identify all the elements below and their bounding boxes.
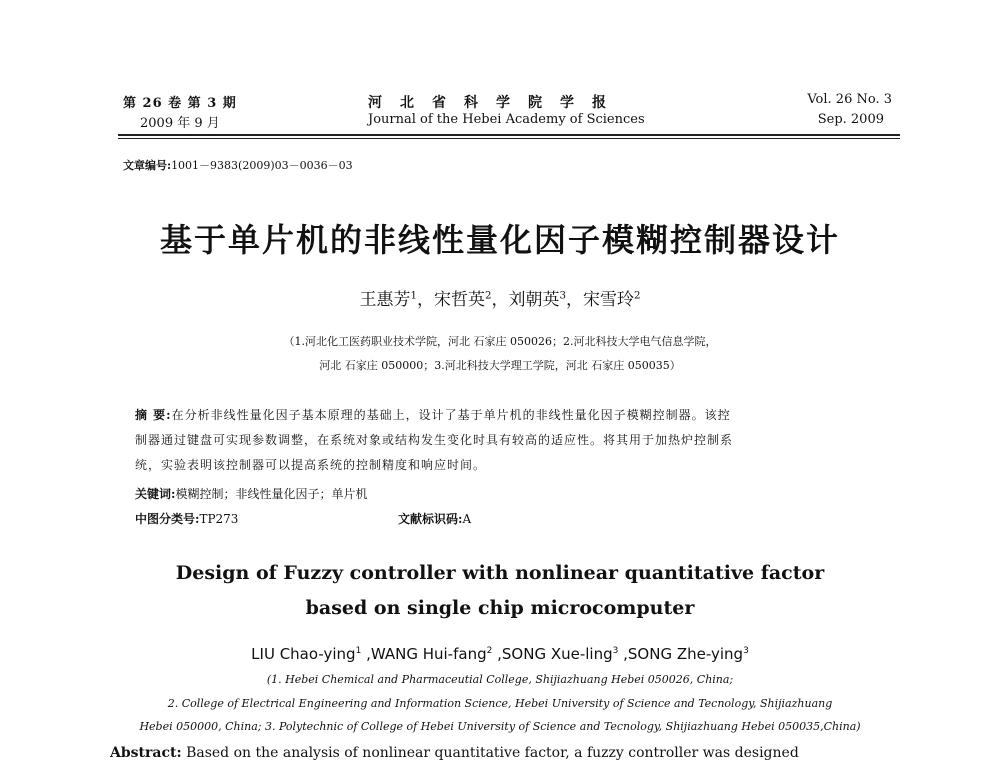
author-en-affiliation-marker: 2: [486, 646, 493, 656]
author-en-name: LIU Chao-ying: [251, 645, 356, 663]
abstract-cn: [135, 403, 875, 478]
author-en-affiliation-marker: 3: [743, 646, 749, 656]
affiliation-cn-line2: 河北 石家庄 050000；3.河北科技大学理工学院，河北 石家庄 050035）: [319, 359, 681, 372]
author-cn-name: 王惠芳: [359, 290, 411, 310]
author-cn-affiliation-marker: 3: [559, 290, 566, 302]
abstract-cn-line3: 统，实验表明该控制器可以提高系统的控制精度和响应时间。: [135, 458, 487, 472]
abstract-cn-text1: 在分析非线性量化因子基本原理的基础上，设计了基于单片机的非线性量化因子模糊控制器。该控: [171, 408, 731, 422]
author-en-name: WANG Hui-fang: [370, 645, 487, 663]
journal-name-cn: 河北省科学院学报: [368, 95, 624, 111]
author-cn-name: 宋哲英: [434, 290, 486, 310]
authors-en: [0, 645, 1000, 663]
header-rule-thin: [118, 138, 900, 139]
author-cn-affiliation-marker: 2: [485, 290, 492, 302]
volume-issue-en: Vol. 26 No. 3: [807, 92, 892, 107]
author-en-separator: ,: [492, 645, 502, 663]
date-cn: 2009 年 9 月: [140, 116, 220, 131]
author-cn-separator: ，: [565, 290, 583, 310]
author-en-separator: ,: [618, 645, 628, 663]
author-cn-separator: ，: [417, 290, 435, 310]
title-en-line1: Design of Fuzzy controller with nonlinear quantitative factor: [175, 562, 825, 584]
abstract-en-text: Based on the analysis of nonlinear quantitative factor, a fuzzy controller was designed: [186, 745, 799, 761]
abstract-cn-label: 摘 要:: [135, 408, 172, 422]
document-code-label: 文献标识码:: [398, 512, 463, 526]
title-en-line2: based on single chip microcomputer: [305, 597, 695, 619]
author-en-affiliation-marker: 3: [612, 646, 619, 656]
abstract-cn-line1: [135, 403, 875, 428]
abstract-cn-line2: 制器通过键盘可实现参数调整，在系统对象或结构发生变化时具有较高的适应性。将其用于加热炉控制系: [135, 433, 734, 447]
author-cn-affiliation-marker: 2: [633, 290, 641, 302]
date-en: Sep. 2009: [817, 112, 884, 127]
article-number-value: 1001－9383(2009)03－0036－03: [171, 159, 353, 172]
keywords-cn: [135, 485, 367, 502]
volume-issue-cn: 第 26 卷 第 3 期: [123, 96, 237, 111]
title-cn: 基于单片机的非线性量化因子模糊控制器设计: [159, 221, 840, 259]
keywords-cn-label: 关键词:: [135, 487, 176, 501]
author-cn-name: 宋雪玲: [582, 290, 634, 310]
classification-label: 中图分类号:: [135, 512, 200, 526]
header-rule-thick: [118, 134, 900, 136]
author-cn-name: 刘朝英: [508, 290, 560, 310]
classification-value: TP273: [199, 512, 239, 526]
author-en-name: SONG Xue-ling: [501, 645, 613, 663]
authors-cn: [0, 285, 1000, 310]
author-en-affiliation-marker: 1: [355, 646, 362, 656]
document-code-value: A: [462, 512, 472, 526]
author-cn-separator: ，: [491, 290, 509, 310]
abstract-en: [110, 745, 910, 761]
keywords-cn-value: 模糊控制；非线性量化因子；单片机: [175, 487, 368, 501]
author-cn-affiliation-marker: 1: [410, 290, 418, 302]
affiliation-cn-line1: （1.河北化工医药职业技术学院，河北 石家庄 050026；2.河北科技大学电气信息学院，: [283, 335, 717, 348]
abstract-en-label: Abstract:: [110, 745, 182, 761]
affiliation-en-line3: Hebei 050000, China; 3. Polytechnic of College of Hebei University of Science and Tecnology, Shijiazhuang Hebei 050035,China): [139, 720, 861, 733]
affiliation-en-line2: 2. College of Electrical Engineering and Information Science, Hebei University of Science and Tecnology, Shijiazhuang: [167, 697, 833, 710]
article-number: [123, 157, 353, 173]
document-code: [398, 510, 471, 527]
affiliation-en-line1: (1. Hebei Chemical and Pharmaceutial College, Shijiazhuang Hebei 050026, China;: [266, 673, 734, 686]
journal-name-en: Journal of the Hebei Academy of Sciences: [368, 112, 645, 127]
author-en-separator: ,: [361, 645, 371, 663]
classification-number: [135, 510, 238, 527]
article-number-label: 文章编号:: [123, 159, 172, 172]
author-en-name: SONG Zhe-ying: [627, 645, 744, 663]
